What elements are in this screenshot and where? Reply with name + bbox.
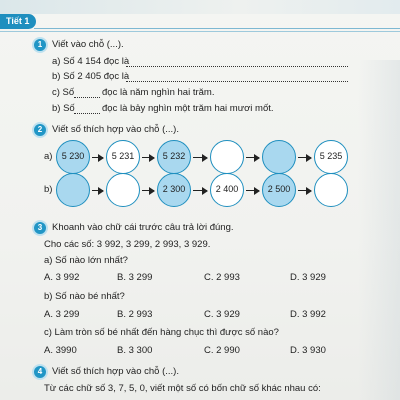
question-3-number: 3 [34, 222, 46, 234]
q3-part-a-question: a) Số nào lớn nhất? [44, 255, 128, 266]
q1-answer-d-field[interactable] [74, 113, 100, 114]
q1-answer-c-field[interactable] [74, 97, 100, 98]
q1-part-a: a) Số 4 154 đọc là [52, 56, 130, 67]
q1-answer-b-field[interactable] [126, 81, 348, 82]
question-4-prompt: Viết số thích hợp vào chỗ (...). [52, 366, 179, 377]
q2-row-a-label: a) [44, 151, 53, 162]
q2-row-b-circle-1[interactable] [56, 173, 90, 207]
question-3-prompt: Khoanh vào chữ cái trước câu trả lời đúng. [52, 222, 234, 233]
q3-c-option-c[interactable]: C. 2 990 [204, 345, 240, 356]
q2-row-a-arrow-5 [298, 157, 311, 158]
q2-row-b-arrow-2 [142, 190, 154, 191]
q3-a-option-d[interactable]: D. 3 929 [290, 272, 326, 283]
q1-part-c-prefix: c) Số [52, 87, 75, 98]
q2-row-a-arrow-4 [246, 157, 259, 158]
question-2-number: 2 [34, 124, 46, 136]
q3-a-option-b[interactable]: B. 3 299 [117, 272, 153, 283]
question-2-prompt: Viết số thích hợp vào chỗ (...). [52, 124, 179, 135]
page-top-band [0, 0, 400, 14]
lesson-divider-2 [0, 31, 400, 32]
page-shadow [358, 60, 400, 400]
q2-row-b-circle-3: 2 300 [157, 173, 191, 207]
q3-b-option-b[interactable]: B. 2 993 [117, 309, 153, 320]
lesson-tab: Tiết 1 [0, 14, 36, 29]
q2-row-a-circle-6: 5 235 [314, 140, 348, 174]
q2-row-a-arrow-2 [142, 157, 154, 158]
q3-part-c-question: c) Làm tròn số bé nhất đến hàng chục thì được số nào? [44, 327, 279, 338]
q3-c-option-d[interactable]: D. 3 930 [290, 345, 326, 356]
q2-row-b-arrow-1 [92, 190, 103, 191]
q1-answer-a-field[interactable] [126, 66, 348, 67]
question-4-number: 4 [34, 366, 46, 378]
q2-row-a-arrow-1 [92, 157, 103, 158]
q1-part-d-prefix: b) Số [52, 103, 75, 114]
q1-part-b: b) Số 2 405 đọc là [52, 71, 130, 82]
q3-a-option-a[interactable]: A. 3 992 [44, 272, 80, 283]
q2-row-b-circle-4: 2 400 [210, 173, 244, 207]
q3-c-option-b[interactable]: B. 3 300 [117, 345, 153, 356]
q2-row-b-circle-6[interactable] [314, 173, 348, 207]
q2-row-b-arrow-5 [298, 190, 311, 191]
q3-part-b-question: b) Số nào bé nhất? [44, 291, 125, 302]
q3-a-option-c[interactable]: C. 2 993 [204, 272, 240, 283]
q3-b-option-a[interactable]: A. 3 299 [44, 309, 80, 320]
q1-part-d-suffix: đọc là bảy nghìn một trăm hai mươi mốt. [102, 103, 274, 114]
q2-row-a-circle-1: 5 230 [56, 140, 90, 174]
q1-part-c-suffix: đọc là năm nghìn hai trăm. [102, 87, 215, 98]
q2-row-b-arrow-3 [193, 190, 207, 191]
q2-row-b-circle-2[interactable] [106, 173, 140, 207]
q2-row-a-circle-5[interactable] [262, 140, 296, 174]
q3-b-option-d[interactable]: D. 3 992 [290, 309, 326, 320]
q3-b-option-c[interactable]: C. 3 929 [204, 309, 240, 320]
lesson-divider [34, 28, 400, 29]
q2-row-a-circle-4[interactable] [210, 140, 244, 174]
question-1-prompt: Viết vào chỗ (...). [52, 39, 124, 50]
q2-row-a-circle-3: 5 232 [157, 140, 191, 174]
q3-given-numbers: Cho các số: 3 992, 3 299, 2 993, 3 929. [44, 239, 211, 250]
q2-row-a-arrow-3 [193, 157, 207, 158]
q4-instruction: Từ các chữ số 3, 7, 5, 0, viết một số có bốn chữ số khác nhau có: [44, 383, 321, 394]
q2-row-b-arrow-4 [246, 190, 259, 191]
q2-row-b-circle-5: 2 500 [262, 173, 296, 207]
q2-row-b-label: b) [44, 184, 53, 195]
q3-c-option-a[interactable]: A. 3990 [44, 345, 77, 356]
q2-row-a-circle-2: 5 231 [106, 140, 140, 174]
question-1-number: 1 [34, 39, 46, 51]
